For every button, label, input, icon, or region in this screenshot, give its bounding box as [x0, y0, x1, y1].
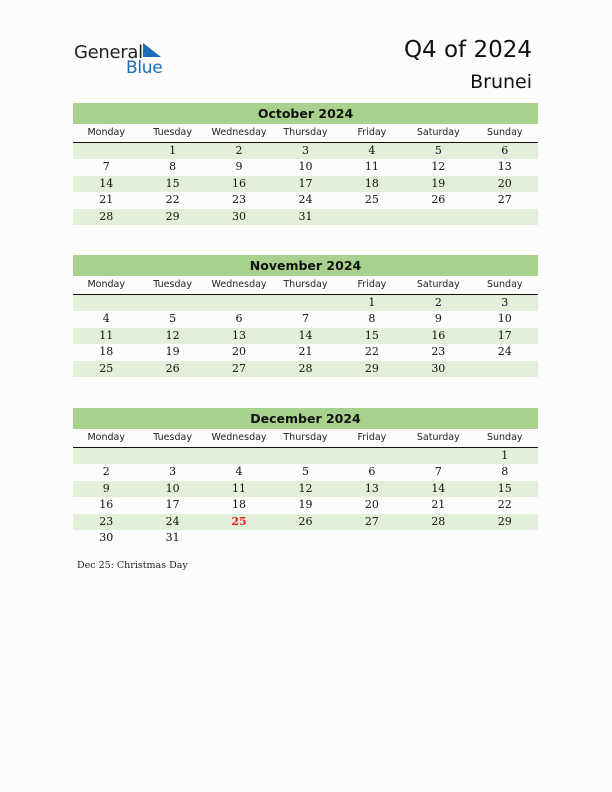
day-cell: 6 [235, 312, 243, 326]
month-calendar [73, 408, 538, 546]
weekday-header-row [73, 124, 538, 143]
day-cell: 3 [501, 296, 509, 309]
day-cell: 10 [165, 481, 180, 495]
day-cell: 5 [434, 144, 442, 157]
day-cell: 28 [99, 209, 114, 223]
day-cell: 19 [298, 498, 313, 512]
day-cell: 18 [232, 498, 247, 512]
weekday-label: Thursday [283, 279, 328, 290]
day-cell: 9 [434, 312, 442, 326]
day-cell: 12 [165, 328, 180, 342]
day-cell: 20 [497, 176, 512, 190]
month-calendar [73, 255, 538, 377]
day-cell: 22 [364, 345, 379, 359]
weekday-label: Saturday [416, 432, 460, 443]
week-row [73, 295, 538, 311]
weekday-label: Monday [87, 127, 125, 138]
day-cell: 25 [364, 193, 379, 207]
day-cell [272, 448, 338, 464]
day-cell: 9 [235, 160, 243, 174]
day-cell [472, 530, 538, 546]
day-cell: 19 [431, 176, 446, 190]
weekday-label: Friday [357, 127, 387, 138]
weekday-label: Sunday [486, 432, 523, 443]
holiday-day-cell: 25 [231, 514, 247, 528]
weekday-label: Wednesday [211, 127, 267, 138]
day-cell: 2 [235, 144, 243, 157]
day-cell: 6 [501, 144, 509, 157]
weekday-label: Wednesday [211, 279, 267, 290]
day-cell: 4 [102, 312, 110, 326]
day-cell: 25 [99, 361, 114, 375]
day-cell: 30 [431, 361, 446, 375]
day-cell: 30 [99, 530, 114, 544]
weekday-header-row [73, 429, 538, 448]
day-cell: 28 [431, 514, 446, 528]
day-cell [206, 448, 272, 464]
day-cell: 7 [434, 465, 442, 479]
weekday-label: Wednesday [211, 432, 267, 443]
day-cell: 19 [165, 345, 180, 359]
weekday-label: Sunday [486, 127, 523, 138]
day-cell: 24 [298, 193, 313, 207]
day-cell: 29 [497, 514, 512, 528]
week-row [73, 514, 538, 530]
day-cell: 5 [169, 312, 177, 326]
month-title: November 2024 [73, 255, 538, 276]
day-cell: 1 [169, 144, 177, 157]
weekday-label: Tuesday [153, 279, 192, 290]
day-cell [139, 448, 205, 464]
day-cell: 18 [364, 176, 379, 190]
day-cell: 17 [165, 498, 180, 512]
logo-blue-text: Blue [126, 58, 163, 78]
day-cell: 8 [501, 465, 509, 479]
weekday-label: Thursday [283, 432, 328, 443]
day-cell: 8 [368, 312, 376, 326]
day-cell: 17 [298, 176, 313, 190]
logo-flag-icon [141, 43, 163, 59]
weekday-label: Thursday [283, 127, 328, 138]
week-row [73, 192, 538, 208]
day-cell: 10 [497, 312, 512, 326]
day-cell: 9 [102, 481, 110, 495]
day-cell: 4 [235, 465, 243, 479]
day-cell: 30 [232, 209, 247, 223]
day-cell: 18 [99, 345, 114, 359]
day-cell: 16 [232, 176, 247, 190]
day-cell: 13 [497, 160, 512, 174]
day-cell: 21 [99, 193, 114, 207]
day-cell [73, 143, 139, 159]
day-cell: 14 [99, 176, 114, 190]
weekday-header-row [73, 276, 538, 295]
day-cell: 11 [99, 328, 114, 342]
day-cell: 1 [501, 449, 509, 462]
day-cell: 27 [364, 514, 379, 528]
week-row [73, 464, 538, 480]
week-row [73, 143, 538, 159]
weekday-label: Sunday [486, 279, 523, 290]
day-cell: 3 [301, 144, 309, 157]
day-cell: 29 [364, 361, 379, 375]
day-cell: 15 [497, 481, 512, 495]
logo-general-text: General [74, 42, 143, 63]
day-cell: 31 [298, 209, 313, 223]
day-cell: 15 [364, 328, 379, 342]
day-cell [139, 295, 205, 311]
week-row [73, 328, 538, 344]
day-cell: 12 [298, 481, 313, 495]
day-cell [339, 448, 405, 464]
day-cell [206, 530, 272, 546]
weekday-label: Tuesday [153, 127, 192, 138]
day-cell: 13 [232, 328, 247, 342]
weekday-label: Monday [87, 279, 125, 290]
week-row [73, 344, 538, 360]
day-cell: 24 [165, 514, 180, 528]
day-cell: 26 [165, 361, 180, 375]
day-cell: 22 [497, 498, 512, 512]
day-cell: 6 [368, 465, 376, 479]
logo [74, 42, 174, 78]
day-cell: 28 [298, 361, 313, 375]
page-title: Q4 of 2024 [403, 37, 532, 63]
day-cell: 13 [364, 481, 379, 495]
day-cell [73, 295, 139, 311]
day-cell: 27 [232, 361, 247, 375]
month-title: October 2024 [73, 103, 538, 124]
day-cell [206, 295, 272, 311]
day-cell: 14 [298, 328, 313, 342]
day-cell: 7 [301, 312, 309, 326]
day-cell: 16 [431, 328, 446, 342]
day-cell: 8 [169, 160, 177, 174]
day-cell: 23 [431, 345, 446, 359]
day-cell: 27 [497, 193, 512, 207]
day-cell: 14 [431, 481, 446, 495]
day-cell [405, 530, 471, 546]
week-row [73, 481, 538, 497]
day-cell: 4 [368, 144, 376, 157]
day-cell: 24 [497, 345, 512, 359]
day-cell: 23 [99, 514, 114, 528]
day-cell [339, 530, 405, 546]
day-cell: 11 [232, 481, 247, 495]
day-cell: 2 [102, 465, 110, 479]
day-cell: 26 [431, 193, 446, 207]
day-cell [472, 209, 538, 225]
day-cell [472, 361, 538, 377]
day-cell [405, 209, 471, 225]
weekday-label: Friday [357, 432, 387, 443]
day-cell [405, 448, 471, 464]
holiday-notes [77, 560, 188, 571]
day-cell: 3 [169, 465, 177, 479]
week-row [73, 361, 538, 377]
weekday-label: Monday [87, 432, 125, 443]
holiday-note: Dec 25: Christmas Day [77, 560, 188, 571]
day-cell: 10 [298, 160, 313, 174]
day-cell: 21 [298, 345, 313, 359]
day-cell: 17 [497, 328, 512, 342]
month-title: December 2024 [73, 408, 538, 429]
day-cell [339, 209, 405, 225]
month-calendar [73, 103, 538, 225]
day-cell: 5 [301, 465, 309, 479]
week-row [73, 311, 538, 327]
day-cell: 21 [431, 498, 446, 512]
week-row [73, 209, 538, 225]
day-cell: 12 [431, 160, 446, 174]
weekday-label: Tuesday [153, 432, 192, 443]
day-cell [272, 530, 338, 546]
day-cell: 16 [99, 498, 114, 512]
day-cell: 29 [165, 209, 180, 223]
weekday-label: Friday [357, 279, 387, 290]
day-cell: 26 [298, 514, 313, 528]
week-row [73, 530, 538, 546]
weekday-label: Saturday [416, 127, 460, 138]
day-cell [272, 295, 338, 311]
country-name: Brunei [470, 71, 532, 93]
week-row [73, 176, 538, 192]
day-cell: 22 [165, 193, 180, 207]
week-row [73, 448, 538, 464]
day-cell: 20 [232, 345, 247, 359]
week-row [73, 159, 538, 175]
day-cell: 11 [364, 160, 379, 174]
week-row [73, 497, 538, 513]
day-cell: 20 [364, 498, 379, 512]
day-cell: 2 [434, 296, 442, 309]
day-cell: 23 [232, 193, 247, 207]
day-cell [73, 448, 139, 464]
day-cell: 7 [102, 160, 110, 174]
day-cell: 15 [165, 176, 180, 190]
day-cell: 31 [165, 530, 180, 544]
weekday-label: Saturday [416, 279, 460, 290]
day-cell: 1 [368, 296, 376, 309]
